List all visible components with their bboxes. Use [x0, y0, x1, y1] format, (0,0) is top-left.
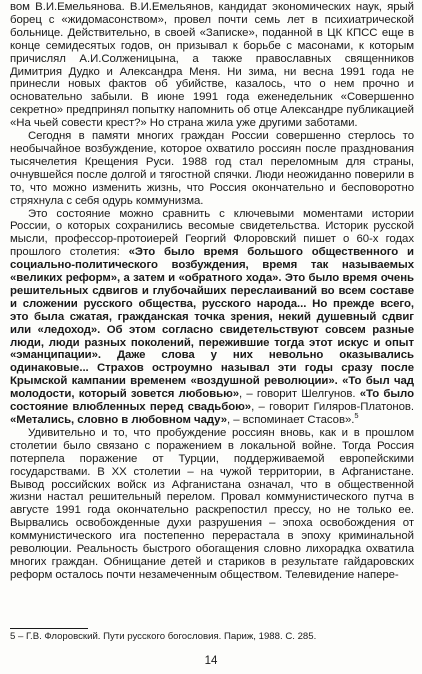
footnote: 5 – Г.В. Флоровский. Пути русского богословия. Париж, 1988. С. 285. — [10, 631, 317, 642]
page-number: 14 — [204, 655, 218, 667]
quote-shelgunov: «То было состояние влюбленных перед свадьбою» — [10, 388, 414, 414]
attribution-giliarov: , – говорит Гиляров-Платонов. — [251, 401, 414, 414]
paragraph-2: Сегодня в памяти многих граждан России совершенно стерлось то необычайное возбуждение, которое охватило россиян после празднования тысячелетия Крещения Руси. 1988 год стал переломным для страны, очнувшейся после долгой и тягостной спячки. Люди неожиданно поверили в то, что можно изменить жизнь, что Россия окончательно и бесповоротно стряхнула с себя одурь коммунизма. — [10, 130, 414, 207]
footnote-divider — [10, 628, 88, 629]
footnote-marker: 5 — [354, 411, 359, 421]
paragraph-4: Удивительно и то, что пробуждение россиян вновь, как и в прошлом столетии было связано с поражением в локальной войне. Тогда Россия потерпела поражение от Турции, поддерживаемой европейскими государствами. В XX столетии – на чужой территории, в Афганистане. Вывод российских войск из Афганистана означал, что в общественной жизни настал решительный перелом. Провал коммунистического путча в августе 1991 года окончательно раскрепостил прессу, но не только ее. Вырвались освобожденные духи разрушения – эпоха освобождения от коммунистического ига постепенно перерасталa в эпоху криминальной революции. Реальность быстрого обогащения словно лихорадка охватила многих граждан. Обнищание детей и стариков в результате гайдаровских реформ осталось почти незамеченным обществом. Телевидение напере- — [10, 426, 414, 581]
paragraph-3 — [10, 208, 414, 427]
quote-florovsky: «Это было время большого общественного и социально-политического возбуждения, время так называемых «великих реформ», а затем и «обратного хода». Это было время очень решительных сдвигов и глубочайших переслаиваний во всем составе и сложении русского общества, русского народа... Но прежде всего, это была сжатая, гражданская точка зрения, некий душевный сдвиг или «ледоход». Об этом согласно свидетельствуют совсем разные люди, люди разных поколений, пережившие тогда этот искус и опыт «эманципации». Даже слова у них невольно оказывались одинаковые... Страхов остроумно называл эти годы сразу после Крымской кампании временем «воздушной революции». «То был чад молодости, который зовется любовью» — [10, 246, 414, 401]
paragraph-1: вом В.И.Емельянова. В.И.Емельянов, кандидат экономических наук, ярый борец с «жидомасонством», провел почти семь лет в психиатрической больнице. Действительно, в своей «Записке», поданной в ЦК КПСС еще в конце семидесятых годов, он призывал к борьбе с масонами, к которым причислял А.И.Солженицына, а также православных священников Димитрия Дудко и Александра Меня. Ни зима, ни весна 1991 года не принесли новых фактов об убийстве, казалось, что о нем прочно и основательно забыли. В июне 1991 года еженедельник «Совершенно секретно» предпринял попытку напомнить об отце Александре публикацией «На чьей совести крест?» Но страна жила уже другими заботами. — [10, 1, 414, 130]
attribution-shelgunov: , – говорит Шелгунов. — [239, 388, 360, 401]
body-text — [10, 1, 414, 582]
quote-giliarov: «Метались, словно в любовном чаду» — [10, 414, 228, 426]
attribution-stasov: , – вспоминает Стасов». — [227, 414, 355, 426]
paragraph-3-intro: Это состояние можно сравнить с ключевыми моментами истории России, о которых сохранились весомые свидетельства. Историк русской мысли, профессор-протоиерей Георгий Флоровский пишет о 60-х годах прошлого столетия: — [10, 207, 414, 259]
